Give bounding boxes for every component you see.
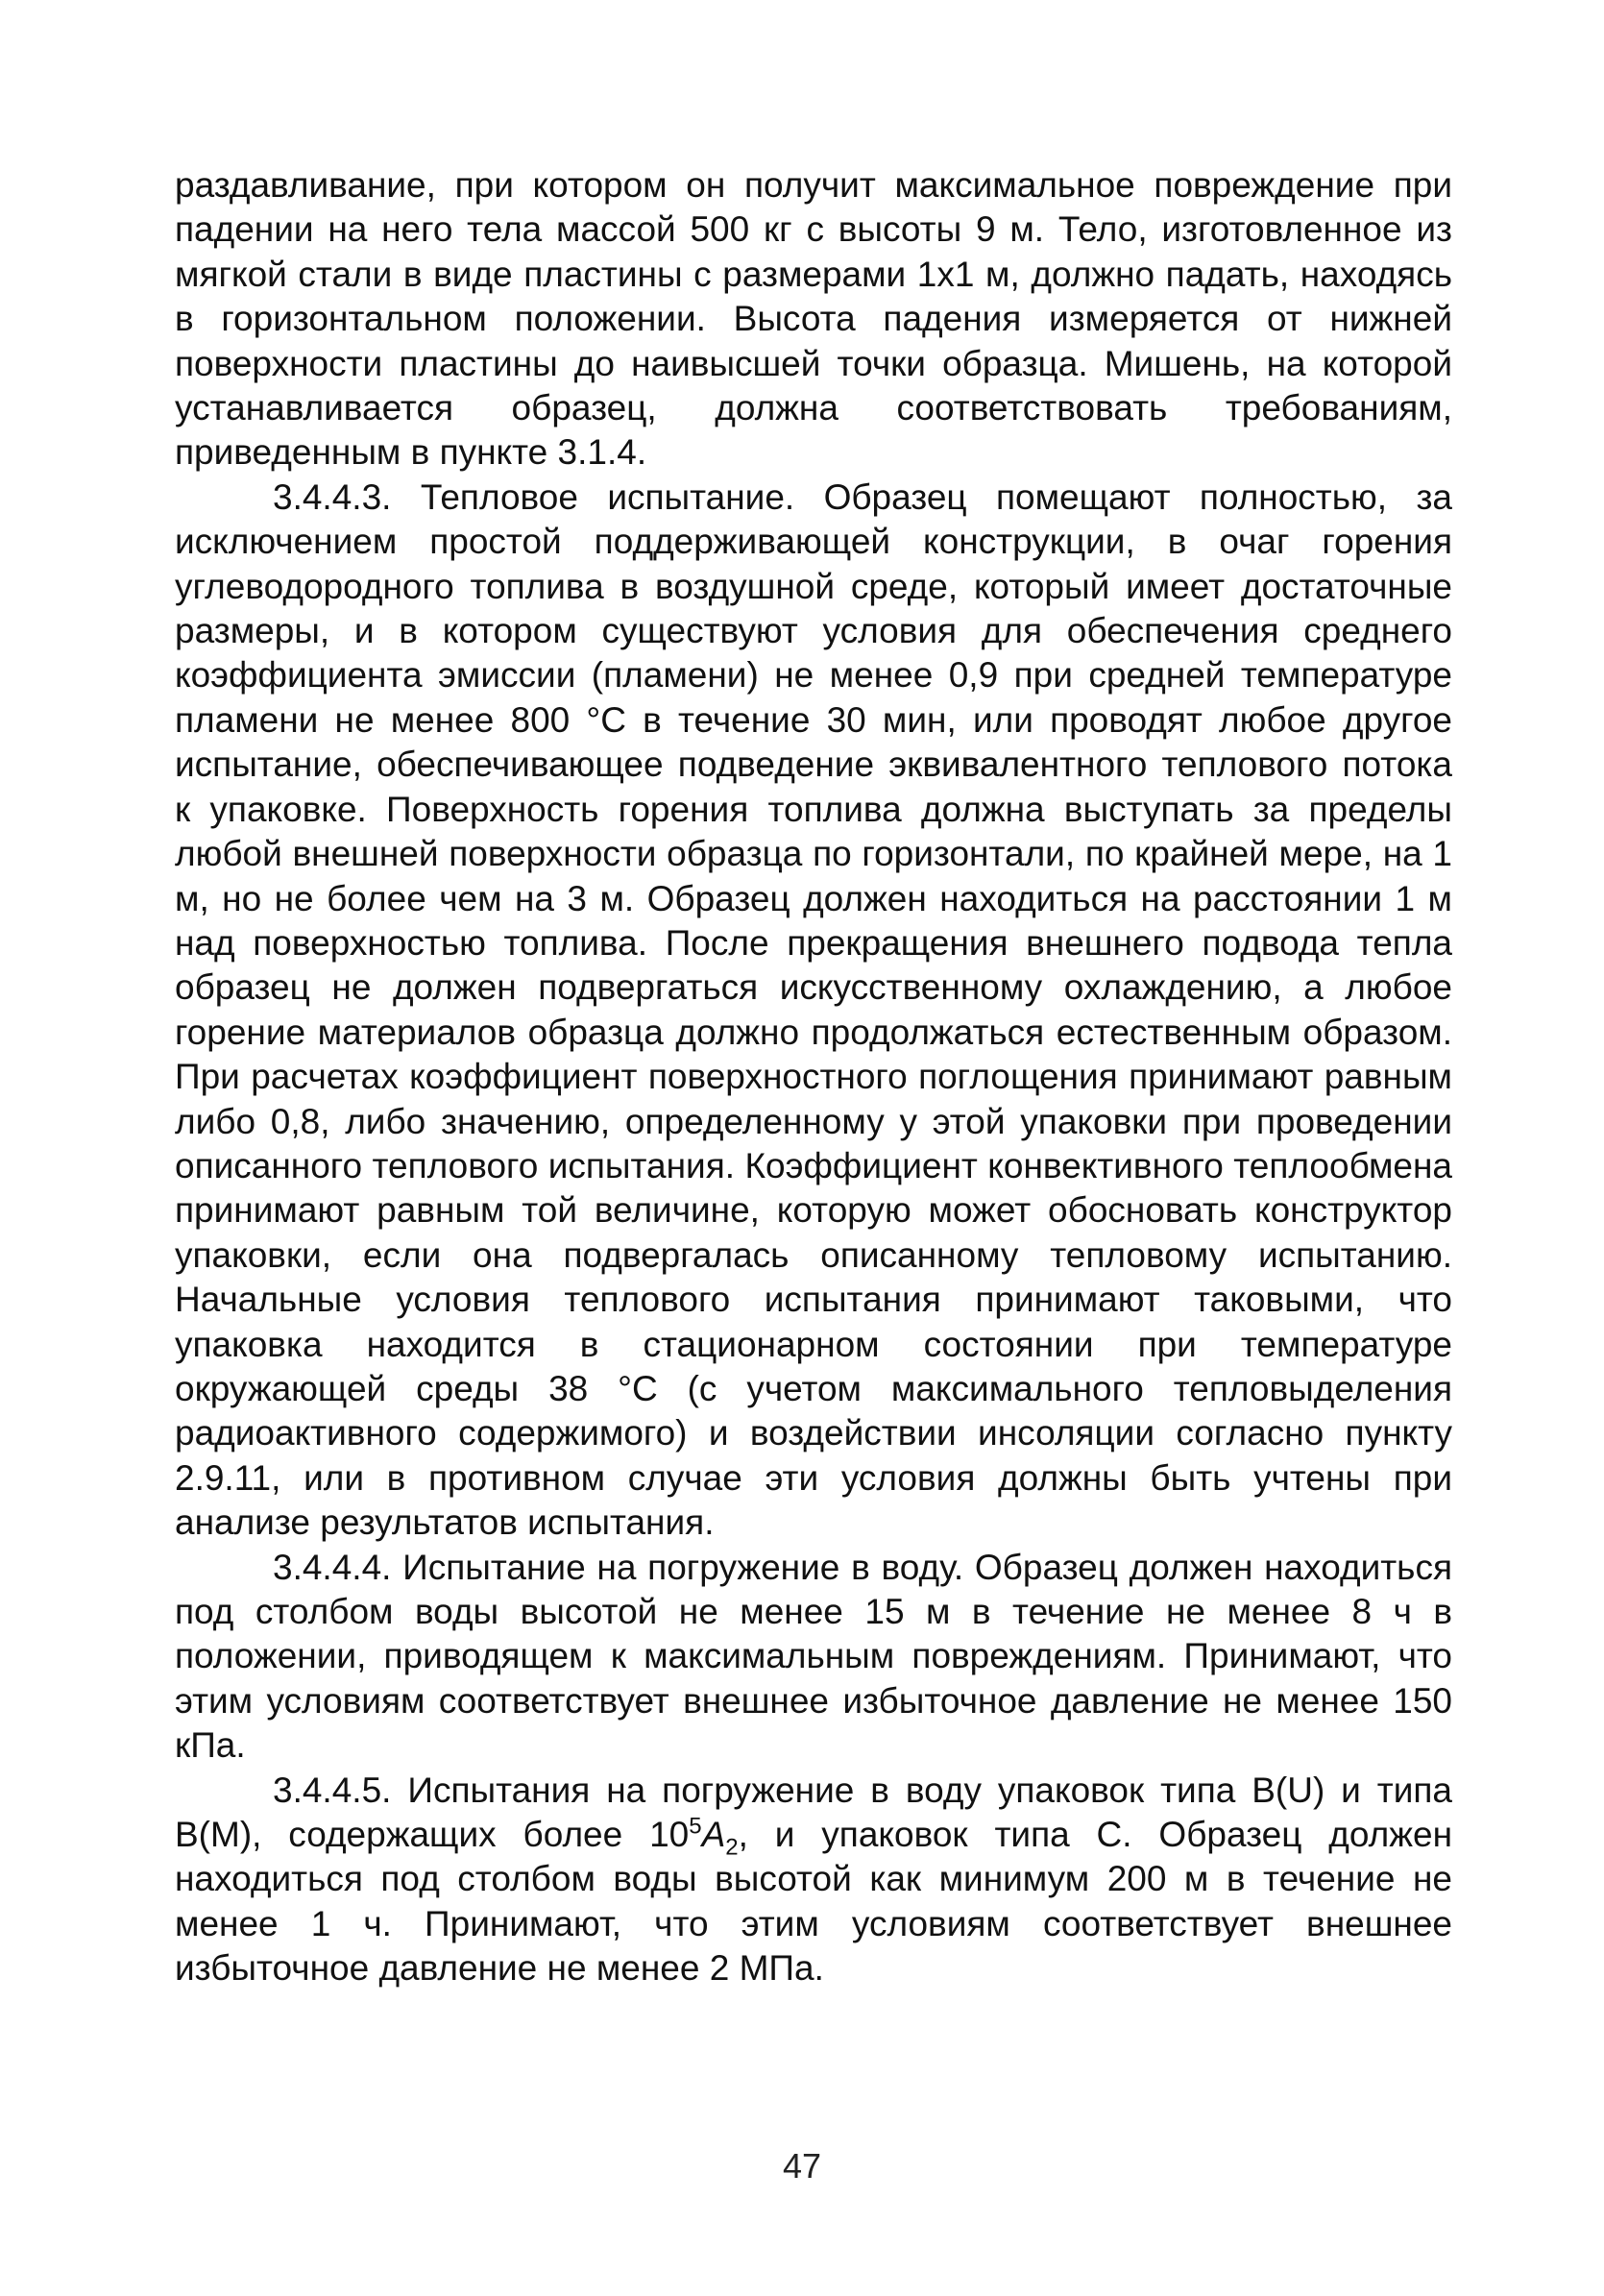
page-number: 47 — [782, 2146, 822, 2186]
p4-superscript: 5 — [689, 1813, 702, 1840]
p4-subscript: 2 — [725, 1834, 739, 1861]
paragraph-deep-water-immersion-test — [175, 1769, 1452, 1991]
p4-text-after: , и упаковок типа С. Образец должен находиться под столбом воды высотой как минимум 200 м в течение не менее 1 ч. Принимают, что этим условиям соответствует внешнее избыточное давление не менее 2 МПа. — [175, 1815, 1453, 1989]
p4-symbol: A — [701, 1815, 726, 1855]
paragraph-thermal-test: 3.4.4.3. Тепловое испытание. Образец помещают полностью, за исключением простой поддерживающей конструкции, в очаг горения углеводородного топлива в воздушной среде, который имеет достаточные размеры, и в котором существуют условия для обеспечения среднего коэффициента эмиссии (пламени) не менее 0,9 при средней температуре пламени не менее 800 °С в течение 30 мин, или проводят любое другое испытание, обеспечивающее подведение эквивалентного теплового потока к упаковке. Поверхность горения топлива должна выступать за пределы любой внешней поверхности образца по горизонтали, по крайней мере, на 1 м, но не более чем на 3 м. Образец должен находиться на расстоянии 1 м над поверхностью топлива. После прекращения внешнего подвода тепла образец не должен подвергаться искусственному охлаждению, а любое горение материалов образца должно продолжаться естественным образом. При расчетах коэффициент поверхностного поглощения принимают равным либо 0,8, либо значению, определенному у этой упаковки при проведении описанного теплового испытания. Коэффициент конвективного теплообмена принимают равным той величине, которую может обосновать конструктор упаковки, если она подвергалась описанному тепловому испытанию. Начальные условия теплового испытания принимают таковыми, что упаковка находится в стационарном состоянии при температуре окружающей среды 38 °С (с учетом максимального тепловыделения радиоактивного содержимого) и воздействии инсоляции согласно пункту 2.9.11, или в противном случае эти условия должны быть учтены при анализе результатов испытания. — [175, 476, 1452, 1543]
paragraph-water-immersion-test: 3.4.4.4. Испытание на погружение в воду. Образец должен находиться под столбом воды высотой не менее 15 м в течение не менее 8 ч в положении, приводящем к максимальным повреждениям. Принимают, что этим условиям соответствует внешнее избыточное давление не менее 150 кПа. — [175, 1547, 1452, 1766]
p4-text-before: 3.4.4.5. Испытания на погружение в воду упаковок типа B(U) и типа B(M), содержащих более 10 — [175, 1770, 1452, 1855]
document-page — [175, 163, 1452, 1991]
paragraph-continuation: раздавливание, при котором он получит максимальное повреждение при падении на него тела массой 500 кг с высоты 9 м. Тело, изготовленное из мягкой стали в виде пластины с размерами 1х1 м, должно падать, находясь в горизонтальном положении. Высота падения измеряется от нижней поверхности пластины до наивысшей точки образца. Мишень, на которой устанавливается образец, должна соответствовать требованиям, приведенным в пункте 3.1.4. — [175, 165, 1452, 473]
